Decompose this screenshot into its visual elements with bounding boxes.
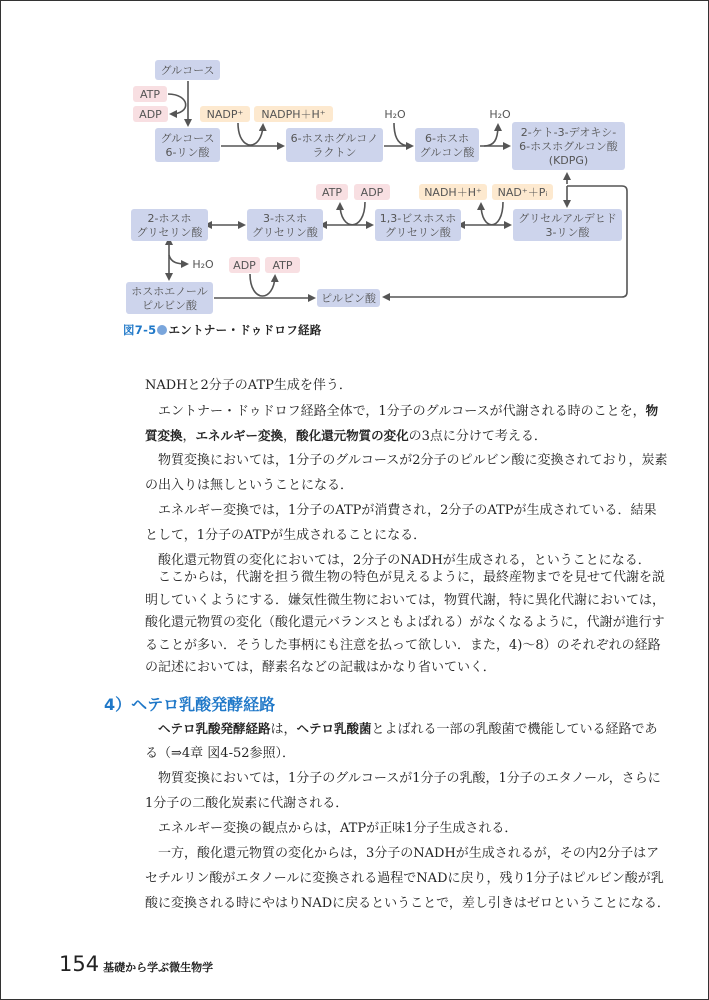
node-label: ADP: [233, 259, 256, 272]
paragraph-block-3: [145, 716, 670, 916]
node-atp2: [316, 184, 348, 200]
node-label: NADP⁺: [206, 108, 244, 121]
text-line: [145, 423, 629, 448]
text-line: [145, 716, 658, 741]
text-run: は，: [270, 722, 297, 737]
text-run: の3点に分けて考える．: [408, 429, 547, 444]
node-label: ATP: [139, 88, 161, 101]
text-line: [145, 373, 629, 398]
node-label: 2-ホスホ: [147, 212, 192, 225]
text-run: ここからは，代謝を担う微生物の特色が見えるように，最終産物までを見せて代謝を説: [158, 570, 666, 585]
text-run: ，: [283, 429, 297, 444]
text-run: エネルギー変換では，1分子のATPが消費され，2分子のATPが生成されている．結果: [158, 503, 657, 518]
bold-term: エネルギー変換: [195, 428, 284, 443]
node-label: ADP: [139, 108, 162, 121]
node-lactone: [286, 128, 383, 162]
bullet-icon: [157, 325, 167, 335]
node-label: H₂O: [384, 108, 406, 121]
bold-term: 酸化還元物質の変化: [296, 428, 409, 443]
node-label: グリセリン酸: [252, 226, 318, 239]
node-gluconate: [415, 128, 479, 162]
text-line: [145, 498, 657, 523]
node-glucose: [155, 60, 220, 80]
text-run: 1分子の二酸化炭素に代謝される．: [145, 796, 349, 811]
text-run: の記述においては，酵素名などの記載はかなり省いていく．: [145, 660, 496, 675]
node-label: H₂O: [489, 108, 511, 121]
text-line: [145, 590, 666, 613]
node-h2o1: [384, 108, 406, 121]
node-label: NADH＋H⁺: [424, 186, 482, 199]
node-label: 2-ケト-3-デオキシ-: [520, 126, 617, 139]
node-h2o2: [489, 108, 511, 121]
figure-caption: [123, 322, 322, 338]
node-pg3: [247, 209, 323, 241]
text-line: [145, 841, 660, 866]
figure-number: 図7-5: [123, 323, 157, 337]
text-line: [145, 635, 661, 658]
node-adp3: [229, 257, 260, 273]
node-label: (KDPG): [548, 154, 589, 167]
page-footer: [59, 952, 213, 976]
text-line: [145, 473, 629, 498]
text-line: [145, 891, 670, 916]
node-label: ラクトン: [312, 146, 357, 159]
node-label: ATP: [272, 259, 293, 272]
text-line: [145, 866, 664, 891]
node-label: NAD⁺＋Pᵢ: [497, 186, 548, 199]
paragraph-block-1: [145, 373, 668, 573]
bold-term: ヘテロ乳酸菌: [296, 721, 372, 736]
text-line: [145, 448, 668, 473]
text-line: [145, 398, 659, 423]
node-label: グルコース: [160, 132, 215, 145]
text-run: 一方，酸化還元物質の変化からは，3分子のNADHが生成されるが，その内2分子はア: [158, 846, 660, 861]
text-line: [145, 567, 666, 590]
node-bpg: [375, 209, 461, 241]
node-pep: [126, 282, 213, 314]
text-run: エネルギー変換の観点からは，ATPが正味1分子生成される．: [158, 821, 518, 836]
text-run: ることが多い．そうした事柄にも注意を払って欲しい．また，4)〜8）のそれぞれの経路: [145, 637, 661, 653]
bold-term: 物: [645, 403, 659, 418]
text-run: エントナー・ドゥドロフ経路全体で，1分子のグルコースが代謝される時のことを，: [158, 404, 646, 419]
text-line: [145, 657, 629, 680]
text-run: 酸化還元物質の変化においては，2分子のNADHが生成される，ということになる．: [158, 553, 651, 568]
text-run: 物質変換においては，1分子のグルコースが2分子のピルビン酸に変換されており，炭素: [158, 453, 668, 468]
node-label: 6-ホスホグルコン酸: [519, 140, 618, 153]
page-number: 154: [59, 952, 100, 976]
text-line: [145, 816, 629, 841]
node-nadph: [254, 106, 333, 122]
node-label: 6-リン酸: [165, 146, 210, 159]
entner-doudoroff-pathway-diagram: [0, 0, 709, 330]
node-nadp: [200, 106, 250, 122]
node-label: グルコン酸: [419, 146, 475, 159]
text-run: 酸化還元物質の変化（酸化還元バランスともよばれる）がなくなるように，代謝が進行す: [145, 615, 665, 630]
section-heading: 4）ヘテロ乳酸発酵経路: [104, 695, 276, 714]
node-label: グリセリン酸: [136, 226, 203, 239]
text-run: ，: [182, 429, 196, 444]
node-label: 6-ホスホグルコノ: [290, 132, 379, 145]
node-pg2: [131, 209, 208, 241]
text-line: [145, 791, 629, 816]
text-run: 明していくようにする．嫌気性微生物においては，物質代謝，特に異化代謝においては，: [145, 592, 666, 608]
node-label: 3-ホスホ: [263, 212, 307, 225]
book-title: 基礎から学ぶ微生物学: [103, 961, 214, 974]
text-line: [145, 523, 629, 548]
text-run: とよばれる一部の乳酸菌で機能している経路であ: [371, 722, 658, 737]
text-run: として，1分子のATPが生成されることになる．: [145, 528, 427, 543]
text-run: NADHと2分子のATP生成を伴う．: [145, 378, 352, 393]
node-adp1: [133, 106, 168, 122]
node-label: グリセルアルデヒド: [518, 212, 617, 225]
node-label: ピルビン酸: [321, 292, 376, 305]
text-run: の出入りは無しということになる．: [145, 478, 354, 493]
text-line: [145, 766, 661, 791]
node-label: グリセリン酸: [385, 226, 451, 239]
node-label: 3-リン酸: [545, 226, 590, 239]
node-atp1: [133, 86, 167, 102]
node-pyruvate: [317, 289, 380, 307]
node-gap: [513, 209, 622, 241]
node-label: ピルビン酸: [142, 299, 197, 312]
text-run: る（⇒4章 図4-52参照）．: [145, 746, 296, 761]
node-label: H₂O: [192, 258, 214, 271]
text-line: [145, 741, 629, 766]
node-nadh: [419, 184, 487, 200]
node-label: ADP: [360, 186, 384, 199]
node-label: NADPH＋H⁺: [261, 108, 326, 121]
figure-title: エントナー・ドゥドロフ経路: [168, 323, 322, 337]
node-nad: [492, 184, 553, 200]
paragraph-block-2: [145, 567, 666, 680]
node-label: 1,3-ビスホスホ: [379, 212, 457, 225]
text-line: [145, 612, 665, 635]
bold-term: 質変換: [145, 428, 183, 443]
node-label: ホスホエノール: [131, 285, 208, 298]
node-label: グルコース: [160, 64, 215, 77]
node-label: 6-ホスホ: [425, 132, 469, 145]
node-h2o3: [192, 258, 214, 271]
node-adp2: [354, 184, 390, 200]
bold-term: ヘテロ乳酸発酵経路: [158, 721, 271, 736]
text-run: セチルリン酸がエタノールに変換される過程でNADに戻り，残り1分子はピルビン酸が乳: [145, 871, 664, 886]
node-atp3: [265, 257, 300, 273]
node-label: ATP: [321, 186, 343, 199]
text-run: 酸に変換される時にやはりNADに戻るということで，差し引きはゼロということになる．: [145, 896, 670, 911]
node-g6p: [155, 128, 220, 162]
node-kdpg: [512, 122, 625, 170]
text-run: 物質変換においては，1分子のグルコースが1分子の乳酸，1分子のエタノール，さらに: [158, 771, 661, 786]
